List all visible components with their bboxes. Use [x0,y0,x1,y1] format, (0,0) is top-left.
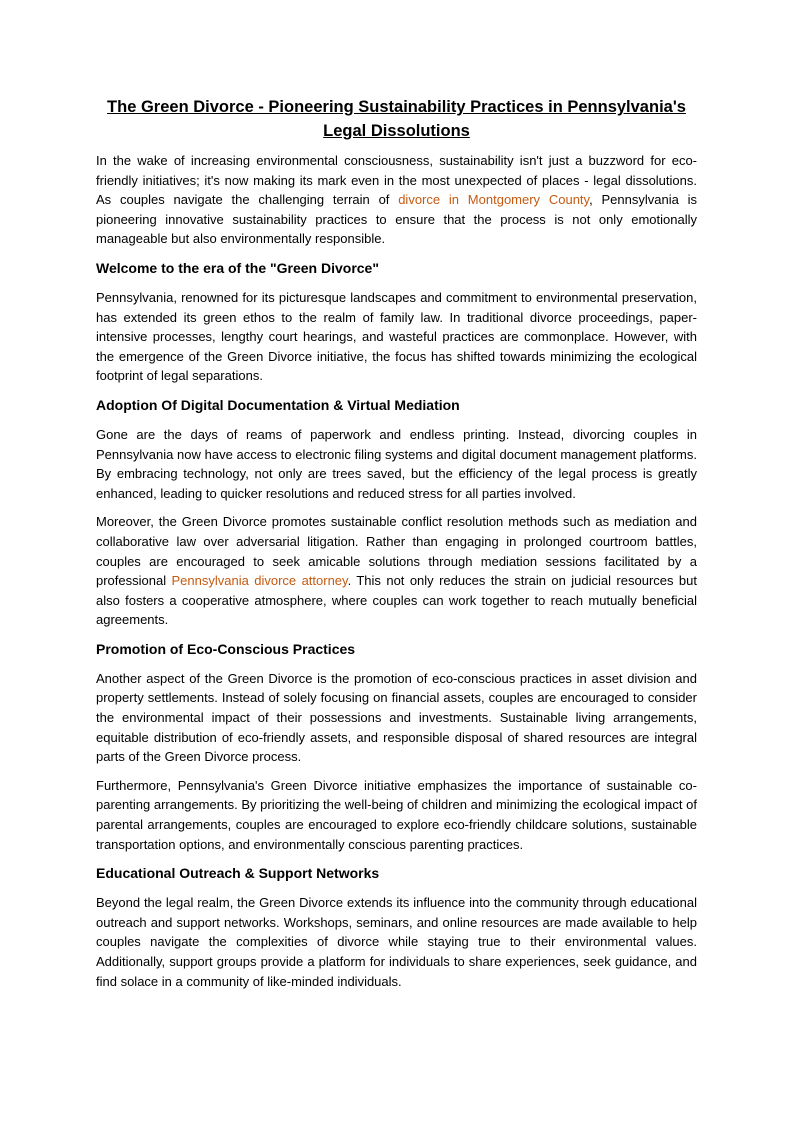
document-page [96,95,697,1000]
outreach-paragraph: Beyond the legal realm, the Green Divorce extends its influence into the community through educational outreach and support networks. Workshops, seminars, and online resources are made available to help couples navigate the complexities of divorce while staying true to their environmental values. Additionally, support groups provide a platform for individuals to share experiences, seek guidance, and find solace in a community of like-minded individuals. [96,895,697,989]
section-heading-era: Welcome to the era of the "Green Divorce" [96,259,379,276]
era-paragraph: Pennsylvania, renowned for its picturesque landscapes and commitment to environmental preservation, has extended its green ethos to the realm of family law. In traditional divorce proceedings, paper-intensive processes, lengthy court hearings, and wasteful practices are commonplace. However, with the emergence of the Green Divorce initiative, the focus has shifted towards minimizing the ecological footprint of legal separations. [96,289,697,384]
intro-text-end: , Pennsylvania is pioneering innovative sustainability practices to ensure that the process is not only emotionally manageable but also environmentally responsible. [96,192,697,247]
section-heading-outreach: Educational Outreach & Support Networks [96,865,380,882]
eco-paragraph-2: Furthermore, Pennsylvania's Green Divorce initiative emphasizes the importance of sustainable co-parenting arrangements. By prioritizing the well-being of children and minimizing the ecological impact of parental arrangements, couples are encouraged to explore eco-friendly childcare solutions, sustainable transportation options, and environmentally conscious parenting practices. [96,777,697,852]
montgomery-county-divorce-link[interactable]: divorce in Montgomery County [398,192,590,208]
digital-paragraph-2 [96,512,697,630]
intro-text-start: In the wake of increasing environmental consciousness, sustainability isn't just a buzzword for eco-friendly initiatives; it's now making its mark even in the most unexpected of places - legal dissolutions. As couples navigate the challenging terrain of [96,153,697,208]
digital-text-start: Moreover, the Green Divorce promotes sustainable conflict resolution methods such as mediation and collaborative law over adversarial litigation. Rather than engaging in prolonged courtroom battles, couples are encouraged to seek amicable solutions through mediation sessions facilitated by a professional [96,514,697,589]
eco-paragraph-1: Another aspect of the Green Divorce is the promotion of eco-conscious practices in asset division and property settlements. Instead of solely focusing on financial assets, couples are encouraged to consider the environmental impact of their possessions and investments. Sustainable living arrangements, equitable distribution of eco-friendly assets, and responsible disposal of shared resources are integral parts of the Green Divorce process. [96,670,697,765]
digital-paragraph-1: Gone are the days of reams of paperwork and endless printing. Instead, divorcing couples in Pennsylvania now have access to electronic filing systems and digital document management platforms. By embracing technology, not only are trees saved, but the efficiency of the legal process is greatly enhanced, leading to quicker resolutions and reduced stress for all parties involved. [96,426,697,501]
section-heading-eco: Promotion of Eco-Conscious Practices [96,640,356,657]
digital-text-end: . This not only reduces the strain on judicial resources but also fosters a cooperative atmosphere, where couples can work together to reach mutually beneficial agreements. [96,573,697,628]
page-title: The Green Divorce - Pioneering Sustainability Practices in Pennsylvania's Legal Dissolutions [107,98,686,140]
section-heading-digital: Adoption Of Digital Documentation & Virtual Mediation [96,396,460,413]
pennsylvania-divorce-attorney-link[interactable]: Pennsylvania divorce attorney [171,573,348,589]
intro-paragraph [96,151,697,249]
